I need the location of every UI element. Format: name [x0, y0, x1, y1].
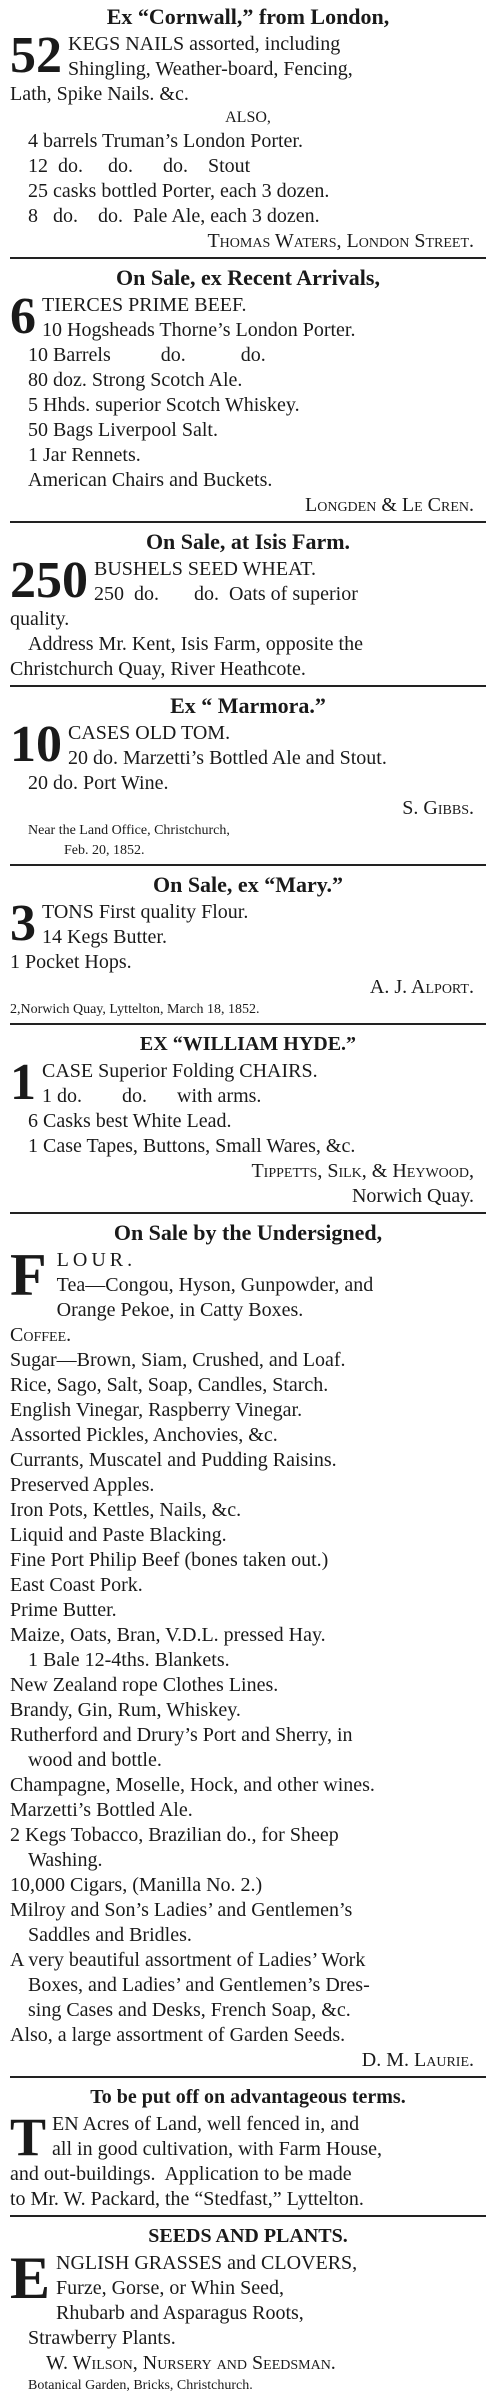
ad-line: TEN Acres of Land, well fenced in, and	[10, 2107, 360, 2167]
ad-line: Maize, Oats, Bran, V.D.L. pressed Hay.	[10, 1624, 326, 1646]
ad-signature: Tippetts, Silk, & Heywood,	[251, 1160, 474, 1182]
ad-line: 1 Pocket Hops.	[10, 951, 132, 973]
ad-drop-number: 3	[10, 895, 36, 952]
ad-line: Currants, Muscatel and Pudding Raisins.	[10, 1449, 337, 1471]
ad-line: Brandy, Gin, Rum, Whiskey.	[10, 1699, 241, 1721]
ad-line: and out-buildings. Application to be made	[10, 2163, 352, 2185]
ad-line: Marzetti’s Bottled Ale.	[10, 1799, 193, 1821]
ad-signature: A. J. Alport.	[369, 976, 474, 998]
ad-line: Champagne, Moselle, Hock, and other wines.	[10, 1774, 375, 1796]
ad-cornwall	[10, 2, 486, 259]
ad-line: Rhubarb and Asparagus Roots,	[56, 2302, 304, 2324]
ad-line: 50 Bags Liverpool Salt.	[28, 419, 218, 441]
ad-address: Botanical Garden, Bricks, Christchurch.	[28, 2378, 253, 2393]
ad-line: Prime Butter.	[10, 1599, 117, 1621]
ad-line: 8 do. do. Pale Ale, each 3 dozen.	[28, 205, 320, 227]
ad-line-flour: FLOUR.	[10, 1242, 137, 1308]
ad-line: Assorted Pickles, Anchovies, &c.	[10, 1424, 278, 1446]
ad-line: Address Mr. Kent, Isis Farm, opposite the	[28, 633, 363, 655]
ad-line: 250 do. do. Oats of superior	[94, 583, 358, 605]
ad-recent-arrivals	[10, 263, 486, 523]
ad-date: Feb. 20, 1852.	[64, 843, 145, 858]
ad-heading: On Sale, ex “Mary.”	[152, 872, 344, 897]
ad-line: Milroy and Son’s Ladies’ and Gentlemen’s	[10, 1899, 353, 1921]
ad-line: 12 do. do. do. Stout	[28, 155, 251, 177]
ad-line: A very beautiful assortment of Ladies’ Work	[10, 1949, 366, 1971]
ad-line: Saddles and Bridles.	[28, 1924, 192, 1946]
ad-drop-number: 6	[10, 288, 36, 345]
ad-undersigned	[10, 1218, 486, 2078]
ad-line: Also, a large assortment of Garden Seeds.	[10, 2024, 346, 2046]
ad-signature: W. Wilson, Nursery and Seedsman.	[46, 2352, 336, 2374]
ad-marmora	[10, 691, 486, 866]
ad-line: 1 Jar Rennets.	[28, 444, 141, 466]
ad-line: Furze, Gorse, or Whin Seed,	[56, 2277, 284, 2299]
ad-line: 10 Barrels do. do.	[28, 344, 266, 366]
ad-line: all in good cultivation, with Farm House,	[52, 2138, 382, 2160]
ad-william-hyde	[10, 1029, 486, 1214]
ad-line: quality.	[10, 608, 70, 630]
ad-line: Strawberry Plants.	[28, 2327, 176, 2349]
ad-line: 1 do. do. with arms.	[42, 1085, 262, 1107]
ad-line: Rutherford and Drury’s Port and Sherry, in	[10, 1724, 353, 1746]
ad-address: Near the Land Office, Christchurch,	[28, 823, 230, 838]
ad-line: Tea—Congou, Hyson, Gunpowder, and	[56, 1274, 374, 1296]
ad-line: 80 doz. Strong Scotch Ale.	[28, 369, 243, 391]
ad-signature: Thomas Waters, London Street.	[207, 230, 474, 252]
ad-line: Shingling, Weather-board, Fencing,	[68, 58, 353, 80]
ad-address: 2,Norwich Quay, Lyttelton, March 18, 1852.	[10, 1002, 260, 1017]
ad-drop-number: 10	[10, 716, 62, 773]
ad-line: ENGLISH GRASSES and CLOVERS,	[10, 2245, 358, 2311]
ad-heading: EX “WILLIAM HYDE.”	[139, 1033, 357, 1055]
ad-heading: On Sale, at Isis Farm.	[145, 529, 351, 554]
ad-line: Fine Port Philip Beef (bones taken out.)	[10, 1549, 329, 1571]
ad-line: 25 casks bottled Porter, each 3 dozen.	[28, 180, 330, 202]
ad-drop-number: 52	[10, 27, 62, 84]
ad-line: 1 Bale 12-4ths. Blankets.	[28, 1649, 230, 1671]
ad-line: sing Cases and Desks, French Soap, &c.	[28, 1999, 351, 2021]
ad-line: East Coast Pork.	[10, 1574, 143, 1596]
ad-line: Preserved Apples.	[10, 1474, 155, 1496]
ad-line: TONS First quality Flour.	[42, 901, 249, 923]
ad-line: Boxes, and Ladies’ and Gentlemen’s Dres-	[28, 1974, 370, 1996]
ad-line: American Chairs and Buckets.	[28, 469, 273, 491]
ad-drop-number: 250	[10, 552, 88, 609]
ad-line: to Mr. W. Packard, the “Stedfast,” Lyttelton.	[10, 2188, 364, 2210]
ad-heading: SEEDS AND PLANTS.	[148, 2225, 348, 2247]
ad-line: wood and bottle.	[28, 1749, 162, 1771]
ad-isis-farm	[10, 527, 486, 687]
ad-line: 2 Kegs Tobacco, Brazilian do., for Sheep	[10, 1824, 339, 1846]
ad-drop-number: 1	[10, 1054, 36, 1111]
ad-line: English Vinegar, Raspberry Vinegar.	[10, 1399, 303, 1421]
ad-heading: To be put off on advantageous terms.	[90, 2086, 406, 2108]
ad-line: 10 Hogsheads Thorne’s London Porter.	[42, 319, 356, 341]
ad-line: 6 Casks best White Lead.	[28, 1110, 232, 1132]
ad-line: 5 Hhds. superior Scotch Whiskey.	[28, 394, 300, 416]
ad-line: CASES OLD TOM.	[68, 722, 231, 744]
ad-mary	[10, 870, 486, 1025]
ad-line: 1 Case Tapes, Buttons, Small Wares, &c.	[28, 1135, 356, 1157]
ad-line: Iron Pots, Kettles, Nails, &c.	[10, 1499, 242, 1521]
ad-line: Lath, Spike Nails. &c.	[10, 83, 189, 105]
ad-signature: Longden & Le Cren.	[305, 494, 474, 516]
ad-line: Coffee.	[10, 1324, 72, 1346]
ad-address: Norwich Quay.	[351, 1185, 474, 1207]
ad-line: 20 do. Port Wine.	[28, 772, 169, 794]
ad-line: Christchurch Quay, River Heathcote.	[10, 658, 306, 680]
ad-line: CASE Superior Folding CHAIRS.	[42, 1060, 318, 1082]
ad-signature: S. Gibbs.	[402, 797, 474, 819]
ad-heading: Ex “ Marmora.”	[170, 693, 326, 718]
ad-line: 20 do. Marzetti’s Bottled Ale and Stout.	[68, 747, 387, 769]
ad-seeds-and-plants	[10, 2221, 486, 2399]
ad-heading: Ex “Cornwall,” from London,	[106, 4, 390, 29]
ad-line: 4 barrels Truman’s London Porter.	[28, 130, 303, 152]
ad-line: Sugar—Brown, Siam, Crushed, and Loaf.	[10, 1349, 346, 1371]
ad-heading: On Sale, ex Recent Arrivals,	[116, 265, 380, 290]
ad-signature: D. M. Laurie.	[361, 2049, 474, 2071]
ad-line: KEGS NAILS assorted, including	[68, 33, 341, 55]
ad-line: Rice, Sago, Salt, Soap, Candles, Starch.	[10, 1374, 329, 1396]
ad-line: TIERCES PRIME BEEF.	[42, 294, 247, 316]
ad-line: 10,000 Cigars, (Manilla No. 2.)	[10, 1874, 263, 1896]
ad-line: Liquid and Paste Blacking.	[10, 1524, 227, 1546]
ad-line: Orange Pekoe, in Catty Boxes.	[56, 1299, 304, 1321]
ad-line-also: ALSO,	[225, 109, 271, 126]
ad-line: 14 Kegs Butter.	[42, 926, 167, 948]
ad-line: Washing.	[28, 1849, 103, 1871]
ad-land-for-sale	[10, 2082, 486, 2217]
ad-line: BUSHELS SEED WHEAT.	[94, 558, 317, 580]
ad-line: New Zealand rope Clothes Lines.	[10, 1674, 279, 1696]
ad-heading: On Sale by the Undersigned,	[113, 1220, 383, 1245]
